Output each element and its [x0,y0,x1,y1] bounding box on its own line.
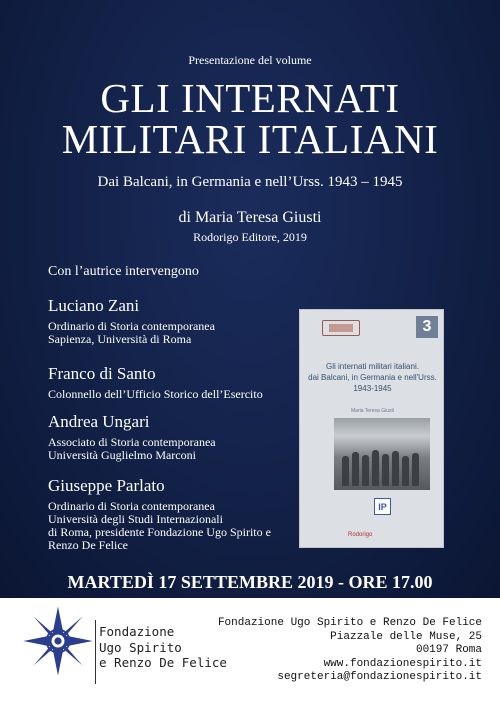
book-cover-title-line: 1943-1945 [353,384,392,393]
book-cover-title-line: Gli internati militari italiani. [326,362,419,371]
speaker-role-line: Associato di Storia contemporanea [48,435,216,449]
speakers-intro: Con l’autrice intervengono [48,264,199,279]
book-author: di Maria Teresa Giusti [178,209,322,226]
contact-org: Fondazione Ugo Spirito e Renzo De Felice [217,617,482,629]
speaker-role-line: Colonnello dell’Ufficio Storico dell’Esercito [48,387,263,401]
book-cover-title-line: dai Balcani, in Germania e nell'Urss. [308,373,437,382]
contact-info [218,617,482,685]
book-cover-header [300,310,445,346]
speaker-item [48,296,215,346]
book-publisher: Rodorigo Editore, 2019 [193,230,307,244]
book-cover-photo [334,418,430,490]
speaker-name: Franco di Santo [48,364,156,383]
logo-divider [95,620,96,684]
book-cover-title [306,361,439,394]
speaker-role [48,320,215,346]
footer [0,598,500,711]
series-logo-icon [322,320,360,336]
speaker-item [48,364,263,401]
publisher-mark-icon: IP [374,498,391,515]
speaker-item [48,412,216,462]
speaker-role [48,436,216,462]
speaker-name: Andrea Ungari [48,412,150,431]
speaker-item [48,476,271,552]
speaker-role-line: Università Guglielmo Marconi [48,448,196,462]
book-subtitle: Dai Balcani, in Germania e nell’Urss. 1943 – 1945 [97,174,403,190]
title-line-2: MILITARI ITALIANI [61,116,439,162]
event-date: MARTEDÌ 17 SETTEMBRE 2019 - ORE 17.00 [67,572,433,592]
star-compass-icon [22,605,94,677]
title-line-1: GLI INTERNATI [100,75,400,121]
book-cover-author: Maria Teresa Giusti [351,408,394,414]
speaker-role-line: Università degli Studi Internazionali [48,512,223,526]
foundation-name-line: Ugo Spirito [99,639,182,655]
speaker-role-line: Ordinario di Storia contemporanea [48,319,215,333]
speaker-role-line: Renzo De Felice [48,538,128,552]
speaker-role [48,388,263,401]
book-title-heading [0,75,500,162]
book-cover-image [299,309,444,548]
contact-address: Piazzale delle Muse, 25 [330,630,482,643]
contact-website-link[interactable]: www.fondazionespirito.it [323,657,482,670]
book-cover-publisher: Rodorigo [348,532,373,538]
contact-city: 00197 Roma [415,644,482,656]
contact-email-link[interactable]: segreteria@fondazionespirito.it [277,671,482,683]
foundation-name-line: Fondazione [99,624,175,639]
intro-text: Presentazione del volume [188,53,312,67]
speaker-name: Luciano Zani [48,296,140,315]
speaker-role-line: Ordinario di Storia contemporanea [48,499,215,513]
foundation-name [99,624,227,671]
speaker-role-line: di Roma, presidente Fondazione Ugo Spirito e [48,525,271,539]
speaker-role-line: Sapienza, Università di Roma [48,332,192,346]
speaker-role [48,500,271,552]
speaker-name: Giuseppe Parlato [48,476,165,495]
series-number-badge: 3 [416,316,438,338]
foundation-name-line: e Renzo De Felice [99,655,227,670]
